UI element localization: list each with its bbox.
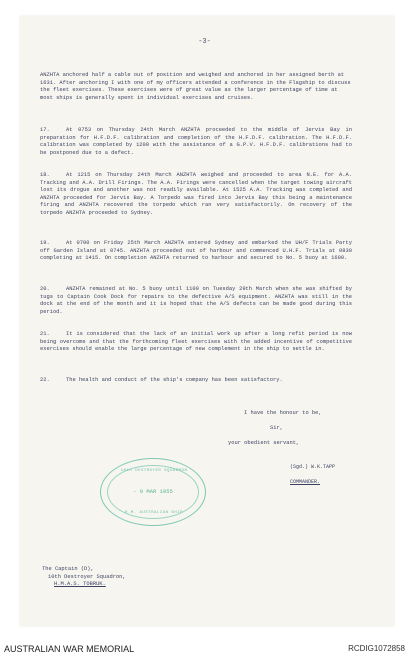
paragraph-text: The health and conduct of the ship's company has been satisfactory. (66, 377, 283, 383)
paragraph-17 (40, 127, 352, 157)
closing-servant: your obedient servant, (228, 440, 300, 446)
signature: (Sgd.) W.K.TAPP (290, 464, 336, 470)
signatory-rank: COMMANDER. (290, 479, 321, 485)
paragraph-text: ANZHTA remained at No. 5 buoy until 1100 on Tuesday 29th March when she was shifted by tugs to Captain Cook Dock for repairs to the defective A/S equipment. ANZHTA was still in the dock at the end of the month and it is hoped that the A/S defects can be made good during this period. (40, 286, 352, 315)
paragraph-number: 22. (40, 377, 50, 383)
paragraph-number: 18. (40, 172, 50, 178)
paragraph-19 (40, 240, 352, 263)
paragraph-text: At 0700 on Friday 25th March ANZHTA entered Sydney and embarked the UH/F Trials Party off Garden Island at 0745. ANZHTA proceeded out of harbour and commenced U.H.F. Trials at 0830 completing at 1415. On completion ANZHTA returned to harbour and secured to No. 5 buoy at 1600. (40, 240, 352, 262)
paragraph-text: At 1215 on Thursday 24th March ANZHTA weighed and proceeded to area N.E. for A.A. Tracking and A.A. Drill Firings. The A.A. Firings were cancelled when the target towing aircraft lost its drogue and another was not readily available. At 1525 A.A. Tracking was completed and ANZHTA proceeded for Jervis Bay. A Torpedo was fired into Jervis Bay this being a maintenance firing and ANZHTA recovered the torpedo which ran very satisfactorily. On recovery of the torpedo ANZHTA proceeded to Sydney. (40, 172, 352, 216)
receipt-stamp (100, 458, 206, 526)
addressee-line: 10th Destroyer Squadron, (48, 573, 126, 580)
addressee-line: The Captain (D), (42, 566, 94, 572)
closing-honour: I have the honour to be, (244, 410, 322, 416)
paragraph-20 (40, 286, 352, 316)
stamp-ring-top: 10th DESTROYER SQUADRON (120, 469, 188, 473)
paragraph-number: 21. (40, 331, 50, 337)
paragraph-number: 17. (40, 127, 50, 133)
document-page (20, 16, 394, 626)
paragraph-18 (40, 172, 352, 218)
paragraph-number: 19. (40, 240, 50, 246)
paragraph-21 (40, 331, 352, 354)
stamp-ring-bottom: H.M. AUSTRALIAN SHIP (124, 511, 183, 515)
footer-source: AUSTRALIAN WAR MEMORIAL (4, 644, 135, 654)
paragraph-text: It is considered that the lack of an initial work up after a long refit period is now being overcome and that the forthcoming fleet exercises with the added incentive of competitive exercises should enable the large percentage of new complement in the ship to settle in. (40, 331, 352, 353)
paragraph-number: 20. (40, 286, 50, 292)
addressee-block (42, 566, 126, 589)
paragraph-22 (40, 377, 352, 385)
paragraph-text: At 0753 on Thursday 24th March ANZHTA proceeded to the middle of Jervis Bay in preparation for H.F.D.F. calibration and completion of the H.F.D.F. calibration. The H.F.D.F. calibration was completed by 1200 with the assistance of a G.P.V. H.F.D.F. calibrations had to be postponed due to a defect. (40, 127, 352, 156)
page-number: -3- (198, 38, 211, 46)
intro-paragraph: ANZHTA anchored half a cable out of position and weighed and anchored in her assigned berth at 1631. After anchoring I with one of my officers attended a conference in the Flagship to discuss the fleet exercises. These exercises were of great value as the larger percentage of time at most ships is generally spent in individual exercises and cruises. (40, 72, 351, 101)
closing-sir: Sir, (270, 425, 283, 431)
footer-record-id: RCDIG1072858 (348, 644, 405, 653)
stamp-date: - 9 MAR 1955 (133, 488, 173, 495)
addressee-line: H.M.A.S. TOBRUK. (54, 581, 106, 588)
